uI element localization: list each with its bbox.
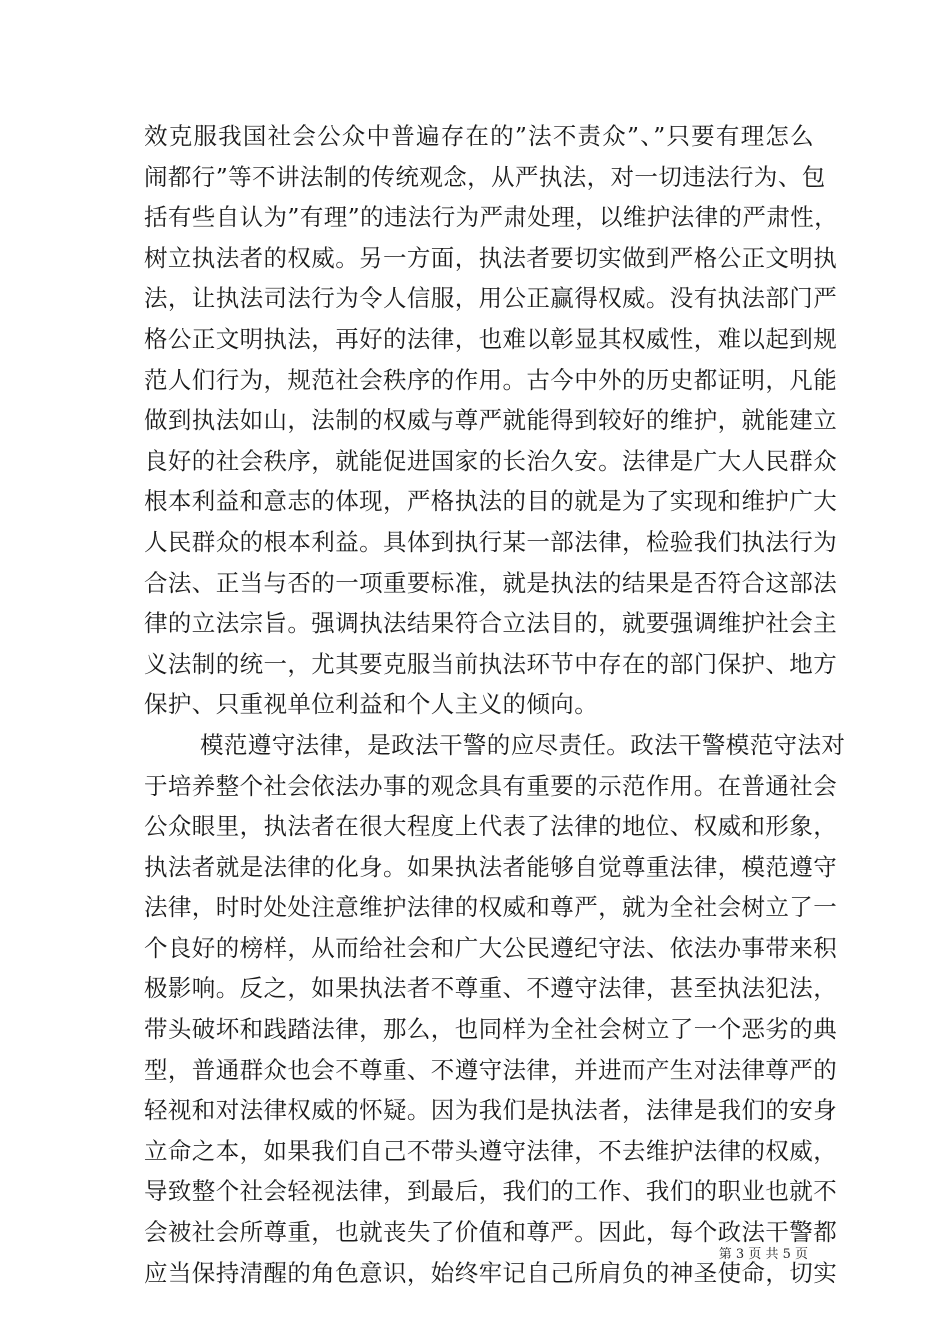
text-line: 范人们行为，规范社会秩序的作用。古今中外的历史都证明，凡能	[144, 365, 838, 394]
text-line: 法律，时时处处注意维护法律的权威和尊严，就为全社会树立了一	[144, 893, 838, 922]
document-body	[144, 116, 846, 1293]
text-line: 闹都行”等不讲法制的传统观念，从严执法，对一切违法行为、包	[144, 162, 826, 191]
text-line: 轻视和对法律权威的怀疑。因为我们是执法者，法律是我们的安身	[144, 1096, 838, 1125]
text-line: 于培养整个社会依法办事的观念具有重要的示范作用。在普通社会	[144, 771, 838, 800]
paragraph-start-line: 模范遵守法律，是政法干警的应尽责任。政法干警模范守法对	[200, 730, 846, 759]
text-line: 树立执法者的权威。另一方面，执法者要切实做到严格公正文明执	[144, 243, 838, 272]
text-line: 效克服我国社会公众中普遍存在的”法不责众”、”只要有理怎么	[144, 122, 814, 150]
text-line: 个良好的榜样，从而给社会和广大公民遵纪守法、依法办事带来积	[144, 933, 838, 962]
text-line: 良好的社会秩序，就能促进国家的长治久安。法律是广大人民群众	[144, 446, 838, 475]
text-line: 合法、正当与否的一项重要标准，就是执法的结果是否符合这部法	[144, 568, 838, 597]
text-line: 应当保持清醒的角色意识，始终牢记自己所肩负的神圣使命，切实	[144, 1258, 838, 1287]
text-line: 格公正文明执法，再好的法律，也难以彰显其权威性，难以起到规	[144, 324, 838, 353]
text-line: 带头破坏和践踏法律，那么，也同样为全社会树立了一个恶劣的典	[144, 1015, 838, 1044]
text-line: 做到执法如山，法制的权威与尊严就能得到较好的维护，就能建立	[144, 406, 838, 435]
page-number: 第 3 页 共 5 页	[718, 1247, 808, 1262]
text-line: 法，让执法司法行为令人信服，用公正赢得权威。没有执法部门严	[144, 284, 838, 313]
text-line: 义法制的统一，尤其要克服当前执法环节中存在的部门保护、地方	[144, 649, 838, 678]
text-line: 括有些自认为”有理”的违法行为严肃处理，以维护法律的严肃性，	[144, 203, 839, 232]
paragraph-end-line: 保护、只重视单位利益和个人主义的倾向。	[144, 690, 599, 719]
text-line: 立命之本，如果我们自己不带头遵守法律，不去维护法律的权威，	[144, 1136, 838, 1165]
text-line: 律的立法宗旨。强调执法结果符合立法目的，就要强调维护社会主	[144, 609, 838, 638]
text-line: 极影响。反之，如果执法者不尊重、不遵守法律，甚至执法犯法，	[144, 974, 838, 1003]
text-line: 公众眼里，执法者在很大程度上代表了法律的地位、权威和形象，	[144, 812, 838, 841]
text-line: 导致整个社会轻视法律，到最后，我们的工作、我们的职业也就不	[144, 1177, 838, 1206]
text-line: 人民群众的根本利益。具体到执行某一部法律，检验我们执法行为	[144, 527, 838, 556]
text-line: 型，普通群众也会不尊重、不遵守法律，并进而产生对法律尊严的	[144, 1055, 838, 1084]
text-line: 根本利益和意志的体现，严格执法的目的就是为了实现和维护广大	[144, 487, 838, 516]
text-line: 执法者就是法律的化身。如果执法者能够自觉尊重法律，模范遵守	[144, 852, 838, 881]
text-line: 会被社会所尊重，也就丧失了价值和尊严。因此，每个政法干警都	[144, 1218, 838, 1247]
